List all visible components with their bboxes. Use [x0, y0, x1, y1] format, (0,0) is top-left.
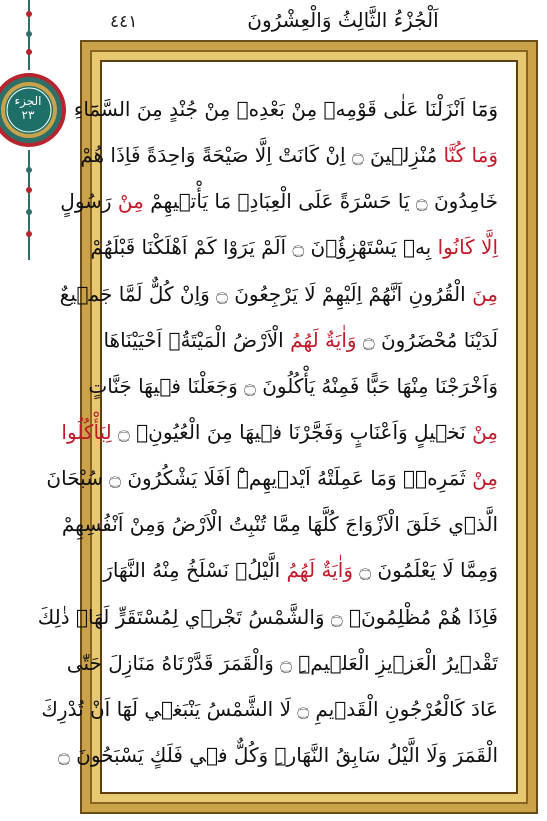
text-segment: مُنْزِل۪ينَ ۝ اِنْ كَانَتْ اِلَّا صَيْحَةً وَاحِدَةً فَاِذَا هُمْ: [80, 143, 444, 168]
highlighted-segment: مِنَ: [472, 281, 498, 306]
text-segment: ثَمَرِه۪ۙ وَمَا عَمِلَتْهُ اَيْد۪يهِمْۜ اَفَلَا يَشْكُرُونَ ۝ سُبْحَانَ: [46, 466, 473, 491]
text-segment: الْاَرْضُ الْمَيْتَةُۚ اَحْيَيْنَاهَا: [103, 327, 291, 352]
highlighted-segment: وَاٰيَةٌ لَهُمُ: [290, 327, 357, 352]
highlighted-segment: وَمَا كُنَّا: [443, 143, 498, 168]
verse-line: [80, 140, 498, 170]
verse-line: [58, 740, 498, 770]
highlighted-segment: لِيَأْكُلُوا: [61, 419, 112, 444]
verse-line: [37, 602, 498, 632]
verse-line: [66, 648, 498, 678]
text-segment: فَاِذَا هُمْ مُظْلِمُونَۙ ۝ وَالشَّمْسُ تَجْر۪ي لِمُسْتَقَرٍّ لَهَاۜ ذٰلِكَ: [37, 604, 498, 629]
verse-line: [46, 463, 498, 493]
juz-medallion-label: [13, 94, 43, 122]
verse-line: [103, 555, 498, 585]
highlighted-segment: وَاٰيَةٌ لَهُمُ: [286, 558, 353, 583]
verse-line: [41, 694, 498, 724]
page-header: [88, 4, 538, 38]
verse-line: [90, 232, 498, 262]
juz-title: اَلْجُزْءُ الثَّالِثُ وَالْعِشْرُونَ: [247, 8, 439, 32]
text-segment: وَمِمَّا لَا يَعْلَمُونَ ۝: [352, 558, 498, 583]
verse-line: [88, 371, 498, 401]
text-segment: الْقَمَرَ وَلَا الَّيْلُ سَابِقُ النَّهَارِۜ وَكُلٌّ ف۪ي فَلَكٍ يَسْبَحُونَ ۝: [58, 742, 498, 767]
text-segment: نَخ۪يلٍ وَاَعْنَابٍ وَفَجَّرْنَا ف۪يهَا مِنَ الْعُيُونِۙ ۝: [111, 419, 473, 444]
verse-line: [103, 325, 498, 355]
verse-line: [59, 279, 498, 309]
text-segment: رَسُولٍ: [60, 189, 118, 214]
page-frame: [37, 40, 538, 814]
text-segment: اَنْزَلْنَا عَلٰى قَوْمِهٖ مِنْ بَعْدِهٖ مِنْ جُنْدٍ مِنَ السَّمَٓاءِ: [73, 97, 466, 121]
highlighted-segment: مِنْ: [472, 466, 498, 491]
frame-band: [37, 50, 528, 804]
verse-line: [61, 509, 498, 539]
verse-line: [61, 417, 498, 447]
verse-text: [37, 94, 498, 770]
text-segment: خَامِدُونَ ۝ يَا حَسْرَةً عَلَى الْعِبَادِۚ مَا يَأْت۪يهِمْ: [143, 189, 498, 214]
text-segment: بِه۪ يَسْتَهْزِؤُ۫نَ ۝ اَلَمْ يَرَوْا كَمْ اَهْلَكْنَا قَبْلَهُمْ: [90, 235, 438, 260]
text-segment: الَّذ۪ي خَلَقَ الْاَزْوَاجَ كُلَّهَا مِمَّا تُنْبِتُ الْاَرْضُ وَمِنْ اَنْفُسِهِمْ: [61, 512, 498, 537]
highlighted-segment: اِلَّا كَانُوا: [437, 235, 498, 260]
text-segment: وَمَٓا: [465, 97, 498, 121]
highlighted-segment: مِنْ: [117, 189, 144, 214]
text-segment: الْقُرُونِ اَنَّهُمْ اِلَيْهِمْ لَا يَرْجِعُونَ ۝ وَاِنْ كُلٌّ لَمَّا جَم۪يعٌ: [59, 281, 473, 306]
juz-number: ٢٣: [21, 108, 35, 122]
text-segment: عَادَ كَالْعُرْجُونِ الْقَد۪يمِ ۝ لَا الشَّمْسُ يَنْبَغ۪ي لَهَٓا اَنْ تُدْرِكَ: [41, 696, 498, 721]
verse-line: [73, 94, 498, 124]
text-segment: الَّيْلُۚ نَسْلَخُ مِنْهُ النَّهَارَ: [103, 558, 287, 583]
page-number: ٤٤١: [110, 12, 138, 32]
text-panel: [37, 60, 518, 794]
text-segment: تَقْد۪يرُ الْعَز۪يزِ الْعَل۪يمِۜ ۝ وَالْقَمَرَ قَدَّرْنَاهُ مَنَازِلَ حَتّٰى: [66, 650, 498, 675]
text-segment: لَدَيْنَا مُحْضَرُونَ ۝: [356, 327, 498, 352]
highlighted-segment: مِنْ: [472, 419, 498, 444]
juz-label: الجزء: [14, 94, 42, 108]
verse-line: [60, 186, 498, 216]
text-segment: وَاَخْرَجْنَا مِنْهَا حَبًّا فَمِنْهُ يَأْكُلُونَ ۝ وَجَعَلْنَا ف۪يهَا جَنَّاتٍ: [88, 373, 498, 398]
